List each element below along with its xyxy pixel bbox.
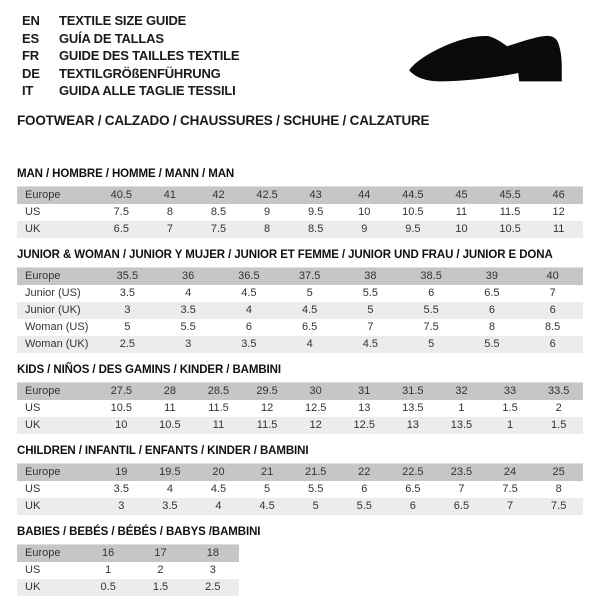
size-cell: 7 bbox=[367, 320, 374, 333]
row-label: Woman (UK) bbox=[25, 337, 89, 350]
size-cell: 42.5 bbox=[256, 188, 278, 201]
size-cell: 11 bbox=[164, 401, 176, 414]
size-cell: 12 bbox=[552, 205, 565, 218]
size-cell: 2.5 bbox=[205, 580, 221, 593]
size-cell: 2.5 bbox=[119, 337, 136, 350]
size-table-section-kids bbox=[17, 364, 583, 434]
size-table bbox=[17, 267, 583, 353]
size-cell: 13.5 bbox=[402, 401, 424, 414]
size-cell: 7.5 bbox=[423, 320, 439, 333]
size-cell: 11.5 bbox=[208, 401, 229, 414]
size-cell: 31 bbox=[358, 384, 371, 397]
table-row bbox=[17, 498, 583, 515]
size-cell: 3.5 bbox=[119, 286, 136, 299]
size-cell: 2 bbox=[555, 401, 562, 414]
language-label: TEXTILE SIZE GUIDE bbox=[59, 13, 187, 28]
language-code: ES bbox=[22, 30, 39, 46]
size-cell: 5.5 bbox=[362, 286, 379, 299]
language-label: GUIDA ALLE TAGLIE TESSILI bbox=[59, 83, 236, 98]
size-cell: 10.5 bbox=[110, 401, 132, 414]
size-table-section-man bbox=[17, 168, 583, 238]
size-cell: 7 bbox=[506, 499, 514, 512]
category-header: FOOTWEAR / CALZADO / CHAUSSURES / SCHUHE / CALZATURE bbox=[17, 112, 430, 128]
size-cell: 33 bbox=[503, 384, 517, 397]
size-cell: 1.5 bbox=[502, 401, 518, 414]
language-label: GUÍA DE TALLAS bbox=[59, 30, 164, 46]
size-cell: 6.5 bbox=[484, 286, 500, 299]
size-cell: 22 bbox=[358, 465, 371, 478]
row-label: Woman (US) bbox=[25, 320, 89, 333]
size-cell: 41 bbox=[163, 188, 177, 201]
language-code: DE bbox=[22, 65, 40, 81]
table-row bbox=[17, 285, 583, 302]
size-cell: 1 bbox=[105, 563, 112, 576]
row-label: UK bbox=[25, 499, 41, 512]
size-table-section-children bbox=[17, 445, 583, 515]
table-row bbox=[17, 221, 583, 238]
size-table-section-babies bbox=[17, 526, 583, 596]
table-title: KIDS / NIÑOS / DES GAMINS / KINDER / BAMBINI bbox=[17, 363, 281, 376]
size-cell: 3 bbox=[209, 563, 216, 576]
language-code: EN bbox=[22, 13, 40, 28]
size-cell: 7.5 bbox=[210, 222, 227, 235]
size-cell: 4 bbox=[166, 482, 173, 495]
size-cell: 7.5 bbox=[551, 499, 567, 512]
size-cell: 13 bbox=[358, 401, 371, 414]
size-table bbox=[17, 544, 239, 596]
size-cell: 4 bbox=[215, 499, 222, 512]
size-cell: 22.5 bbox=[402, 465, 424, 478]
size-cell: 5.5 bbox=[484, 337, 500, 350]
size-cell: 4 bbox=[306, 337, 313, 350]
size-cell: 39 bbox=[485, 269, 498, 282]
size-cell: 6 bbox=[409, 499, 416, 512]
table-row bbox=[17, 417, 583, 434]
size-cell: 11 bbox=[455, 205, 468, 218]
size-cell: 11.5 bbox=[499, 205, 521, 218]
size-cell: 5 bbox=[306, 286, 313, 299]
size-cell: 10 bbox=[358, 205, 371, 218]
size-cell: 6.5 bbox=[301, 320, 318, 333]
size-cell: 7.5 bbox=[113, 205, 129, 218]
size-cell: 6 bbox=[428, 286, 435, 299]
size-cell: 21 bbox=[260, 465, 274, 478]
size-cell: 20 bbox=[212, 465, 225, 478]
size-cell: 36 bbox=[182, 269, 195, 282]
size-cell: 12 bbox=[260, 401, 274, 414]
table-title: MAN / HOMBRE / HOMME / MANN / MAN bbox=[17, 167, 235, 180]
size-cell: 10.5 bbox=[499, 222, 521, 235]
language-label: TEXTILGRÖßENFÜHRUNG bbox=[59, 65, 221, 81]
table-row bbox=[17, 302, 583, 319]
size-table-section-junior-woman bbox=[17, 249, 583, 353]
size-cell: 27.5 bbox=[110, 384, 132, 397]
size-cell: 6 bbox=[245, 320, 252, 333]
row-label: US bbox=[25, 205, 41, 218]
size-cell: 36.5 bbox=[238, 269, 260, 282]
size-cell: 45.5 bbox=[499, 188, 521, 201]
size-cell: 16 bbox=[102, 546, 115, 559]
size-cell: 8 bbox=[555, 482, 562, 495]
row-label: Junior (US) bbox=[25, 286, 81, 299]
size-cell: 8.5 bbox=[308, 222, 324, 235]
size-cell: 11.5 bbox=[256, 418, 278, 431]
size-cell: 46 bbox=[552, 188, 565, 201]
size-cell: 5.5 bbox=[180, 320, 196, 333]
table-header-row bbox=[17, 544, 239, 562]
size-cell: 1 bbox=[458, 401, 465, 414]
size-cell: 30 bbox=[309, 384, 322, 397]
size-cell: 4.5 bbox=[241, 286, 257, 299]
row-label: Europe bbox=[25, 465, 61, 478]
size-cell: 5 bbox=[124, 320, 131, 333]
size-cell: 3.5 bbox=[113, 482, 129, 495]
size-cell: 18 bbox=[206, 546, 219, 559]
language-label: GUIDE DES TAILLES TEXTILE bbox=[59, 48, 240, 63]
size-cell: 4 bbox=[245, 303, 252, 316]
size-cell: 31.5 bbox=[402, 384, 424, 397]
row-label: UK bbox=[25, 418, 41, 431]
size-cell: 5 bbox=[428, 337, 435, 350]
size-table bbox=[17, 186, 583, 238]
row-label: Junior (UK) bbox=[25, 303, 81, 316]
size-cell: 5 bbox=[264, 482, 271, 495]
size-cell: 1 bbox=[506, 418, 514, 431]
size-cell: 33.5 bbox=[547, 384, 570, 397]
size-cell: 19 bbox=[115, 465, 128, 478]
size-cell: 6 bbox=[549, 303, 556, 316]
size-cell: 13.5 bbox=[450, 418, 473, 431]
size-cell: 7.5 bbox=[502, 482, 518, 495]
size-cell: 9 bbox=[264, 205, 271, 218]
table-row bbox=[17, 336, 583, 353]
size-cell: 3.5 bbox=[180, 303, 196, 316]
size-cell: 10 bbox=[115, 418, 128, 431]
row-label: US bbox=[25, 563, 41, 576]
size-cell: 3 bbox=[124, 303, 131, 316]
size-cell: 9.5 bbox=[405, 222, 421, 235]
size-cell: 5.5 bbox=[423, 303, 439, 316]
table-row bbox=[17, 562, 239, 579]
size-cell: 8 bbox=[166, 205, 173, 218]
size-cell: 11 bbox=[552, 222, 565, 235]
size-cell: 10 bbox=[455, 222, 468, 235]
table-row bbox=[17, 579, 239, 596]
table-title: JUNIOR & WOMAN / JUNIOR Y MUJER / JUNIOR ET FEMME / JUNIOR UND FRAU / JUNIOR E DONA bbox=[17, 248, 553, 261]
size-cell: 40 bbox=[546, 269, 559, 282]
size-cell: 1.5 bbox=[551, 418, 567, 431]
table-row bbox=[17, 481, 583, 498]
size-cell: 10.5 bbox=[159, 418, 181, 431]
size-cell: 29.5 bbox=[256, 384, 278, 397]
size-cell: 21.5 bbox=[304, 465, 327, 478]
size-cell: 9 bbox=[361, 222, 368, 235]
size-cell: 0.5 bbox=[100, 580, 116, 593]
size-cell: 4 bbox=[185, 286, 192, 299]
size-cell: 45 bbox=[455, 188, 468, 201]
table-header-row bbox=[17, 267, 583, 285]
size-cell: 6 bbox=[549, 337, 556, 350]
size-cell: 17 bbox=[154, 546, 167, 559]
size-cell: 38 bbox=[364, 269, 377, 282]
size-cell: 24 bbox=[503, 465, 517, 478]
size-cell: 2 bbox=[157, 563, 164, 576]
size-table bbox=[17, 463, 583, 515]
size-cell: 25 bbox=[552, 465, 565, 478]
row-label: Europe bbox=[25, 188, 61, 201]
table-header-row bbox=[17, 463, 583, 481]
size-cell: 35.5 bbox=[116, 269, 139, 282]
size-cell: 3.5 bbox=[241, 337, 257, 350]
size-cell: 44.5 bbox=[402, 188, 424, 201]
size-cell: 5 bbox=[367, 303, 374, 316]
table-row bbox=[17, 400, 583, 417]
size-cell: 3.5 bbox=[162, 499, 178, 512]
size-cell: 7 bbox=[166, 222, 173, 235]
size-table bbox=[17, 382, 583, 434]
size-cell: 7 bbox=[549, 286, 556, 299]
size-cell: 5.5 bbox=[308, 482, 324, 495]
size-cell: 28.5 bbox=[207, 384, 230, 397]
size-cell: 42 bbox=[212, 188, 225, 201]
size-cell: 6.5 bbox=[405, 482, 421, 495]
size-cell: 4.5 bbox=[362, 337, 379, 350]
row-label: UK bbox=[25, 222, 41, 235]
size-cell: 9.5 bbox=[308, 205, 324, 218]
page-header bbox=[0, 0, 600, 128]
table-header-row bbox=[17, 382, 583, 400]
table-row bbox=[17, 319, 583, 336]
size-cell: 6.5 bbox=[113, 222, 129, 235]
table-row bbox=[17, 204, 583, 221]
size-cell: 12.5 bbox=[353, 418, 375, 431]
size-cell: 8 bbox=[264, 222, 271, 235]
size-cell: 38.5 bbox=[420, 269, 442, 282]
size-cell: 12 bbox=[309, 418, 322, 431]
size-cell: 37.5 bbox=[298, 269, 321, 282]
table-title: BABIES / BEBÉS / BÉBÉS / BABYS /BAMBINI bbox=[17, 525, 261, 538]
size-cell: 6 bbox=[361, 482, 368, 495]
size-cell: 23.5 bbox=[450, 465, 473, 478]
size-cell: 8 bbox=[488, 320, 495, 333]
size-cell: 28 bbox=[163, 384, 177, 397]
size-cell: 3 bbox=[118, 499, 125, 512]
row-label: US bbox=[25, 482, 41, 495]
size-cell: 40.5 bbox=[110, 188, 132, 201]
size-cell: 6.5 bbox=[453, 499, 470, 512]
size-cell: 32 bbox=[455, 384, 468, 397]
size-cell: 4.5 bbox=[259, 499, 275, 512]
size-cell: 4.5 bbox=[301, 303, 318, 316]
size-cell: 8.5 bbox=[544, 320, 561, 333]
row-label: Europe bbox=[25, 546, 61, 559]
size-cell: 6 bbox=[488, 303, 495, 316]
size-cell: 8.5 bbox=[210, 205, 227, 218]
size-cell: 1.5 bbox=[152, 580, 169, 593]
row-label: Europe bbox=[25, 384, 61, 397]
size-cell: 12.5 bbox=[304, 401, 327, 414]
row-label: UK bbox=[25, 580, 41, 593]
table-header-row bbox=[17, 186, 583, 204]
language-code: IT bbox=[22, 83, 34, 98]
size-cell: 43 bbox=[309, 188, 322, 201]
size-cell: 5.5 bbox=[356, 499, 372, 512]
table-title: CHILDREN / INFANTIL / ENFANTS / KINDER / BAMBINI bbox=[17, 444, 309, 457]
language-code: FR bbox=[22, 48, 39, 63]
size-cell: 5 bbox=[312, 499, 319, 512]
tables-container bbox=[0, 168, 600, 596]
shoe-icon bbox=[396, 24, 574, 98]
size-cell: 10.5 bbox=[402, 205, 424, 218]
size-cell: 44 bbox=[358, 188, 371, 201]
row-label: US bbox=[25, 401, 41, 414]
size-cell: 3 bbox=[185, 337, 192, 350]
size-cell: 4.5 bbox=[210, 482, 227, 495]
size-cell: 19.5 bbox=[159, 465, 181, 478]
size-cell: 11 bbox=[212, 418, 225, 431]
size-cell: 7 bbox=[458, 482, 465, 495]
size-cell: 13 bbox=[406, 418, 419, 431]
row-label: Europe bbox=[25, 269, 61, 282]
